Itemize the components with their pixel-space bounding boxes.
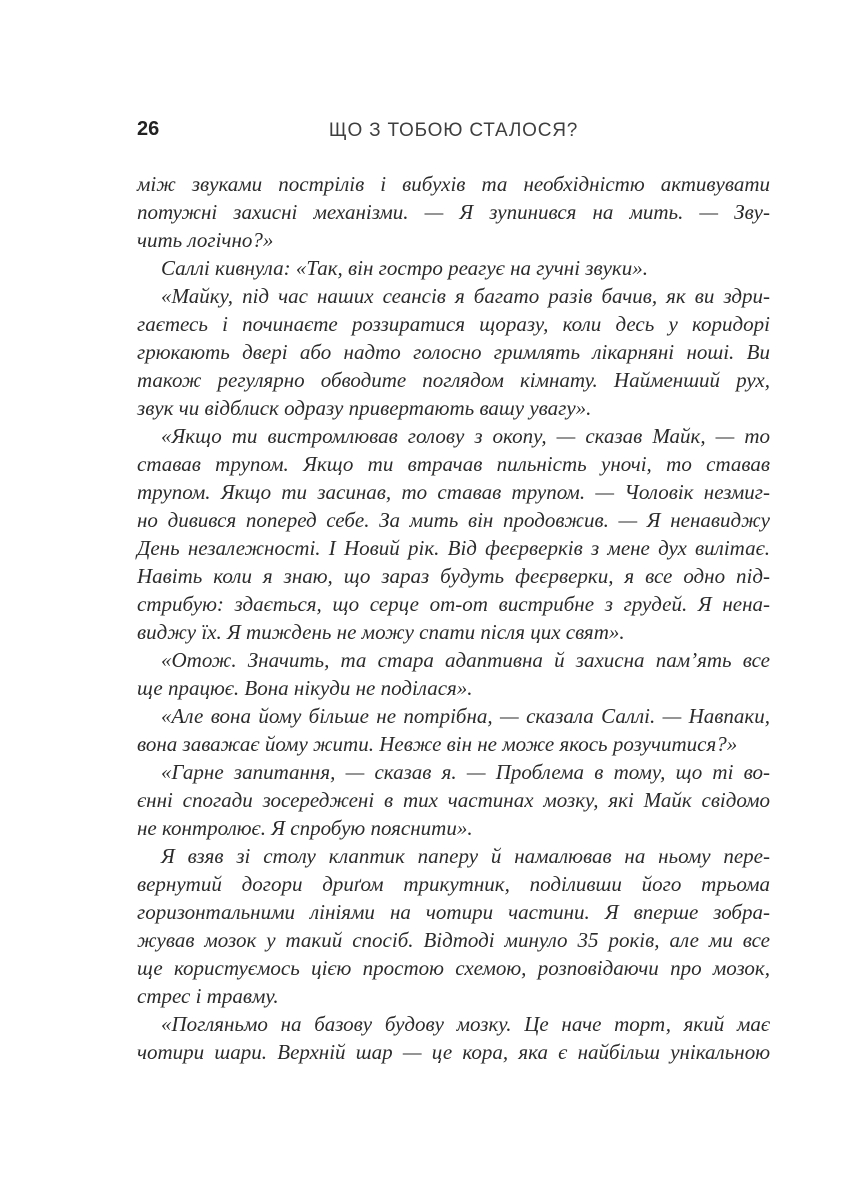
text-line: чить логічно?» [137,228,274,252]
text-line: Я взяв зі столу клаптик паперу й намалював на ньому пере- [161,844,770,868]
text-line: Саллі кивнула: «Так, він гостро реагує на гучні звуки». [161,256,648,280]
text-line: також регулярно обводите поглядом кімнату. Найменший рух, [137,368,770,392]
text-line: стрес і травму. [137,984,279,1008]
text-line: жував мозок у такий спосіб. Відтоді минуло 35 років, але ми все [137,928,770,952]
text-line: вона заважає йому жити. Невже він не може якось розучитися?» [137,732,738,756]
text-line: ставав трупом. Якщо ти втрачав пильність уночі, то ставав [137,452,770,476]
text-line: «Якщо ти вистромлював голову з окопу, — сказав Майк, — то [161,424,770,448]
text-line: ще працює. Вона нікуди не поділася». [137,676,473,700]
text-line: «Отож. Значить, та стара адаптивна й захисна пам’ять все [161,648,770,672]
text-line: трупом. Якщо ти засинав, то ставав трупом. — Чоловік незмиг- [137,480,770,504]
text-line: «Гарне запитання, — сказав я. — Проблема в тому, що ті во- [161,760,770,784]
text-line: грюкають двері або надто голосно гримлять лікарняні ноші. Ви [137,340,770,364]
text-line: «Майку, під час наших сеансів я багато разів бачив, як ви здри- [161,284,770,308]
text-line: Навіть коли я знаю, що зараз будуть феєрверки, я все одно під- [137,564,770,588]
page-body [137,170,770,1066]
text-line: День незалежності. І Новий рік. Від феєрверків з мене дух вилітає. [137,536,770,560]
text-line: не контролює. Я спробую пояснити». [137,816,473,840]
text-line: но дивився поперед себе. За мить він продовжив. — Я ненавиджу [137,508,770,532]
text-line: чотири шари. Верхній шар — це кора, яка є найбільш унікальною [137,1040,770,1064]
text-line: ще користуємось цією простою схемою, розповідаючи про мозок, [137,956,770,980]
running-title: ЩО З ТОБОЮ СТАЛОСЯ? [328,120,579,141]
text-line: «Але вона йому більше не потрібна, — сказала Саллі. — Навпаки, [161,704,770,728]
text-line: «Погляньмо на базову будову мозку. Це наче торт, який має [161,1012,770,1036]
page-header [137,118,770,144]
text-line: гаєтесь і починаєте роззиратися щоразу, коли десь у коридорі [137,312,770,336]
text-line: стрибую: здається, що серце от-от вистрибне з грудей. Я нена- [137,592,770,616]
text-line: виджу їх. Я тиждень не можу спати після цих свят». [137,620,625,644]
page-number: 26 [137,118,160,140]
text-line: горизонтальними лініями на чотири частини. Я вперше зобра- [137,900,770,924]
text-line: вернутий догори дриґом трикутник, поділивши його трьома [137,872,770,896]
text-line: єнні спогади зосереджені в тих частинах мозку, які Майк свідомо [137,788,770,812]
text-line: звук чи відблиск одразу привертають вашу увагу». [137,396,592,420]
text-line: потужні захисні механізми. — Я зупинився на мить. — Зву- [137,200,770,224]
text-line: між звуками пострілів і вибухів та необхідністю активувати [137,172,770,196]
